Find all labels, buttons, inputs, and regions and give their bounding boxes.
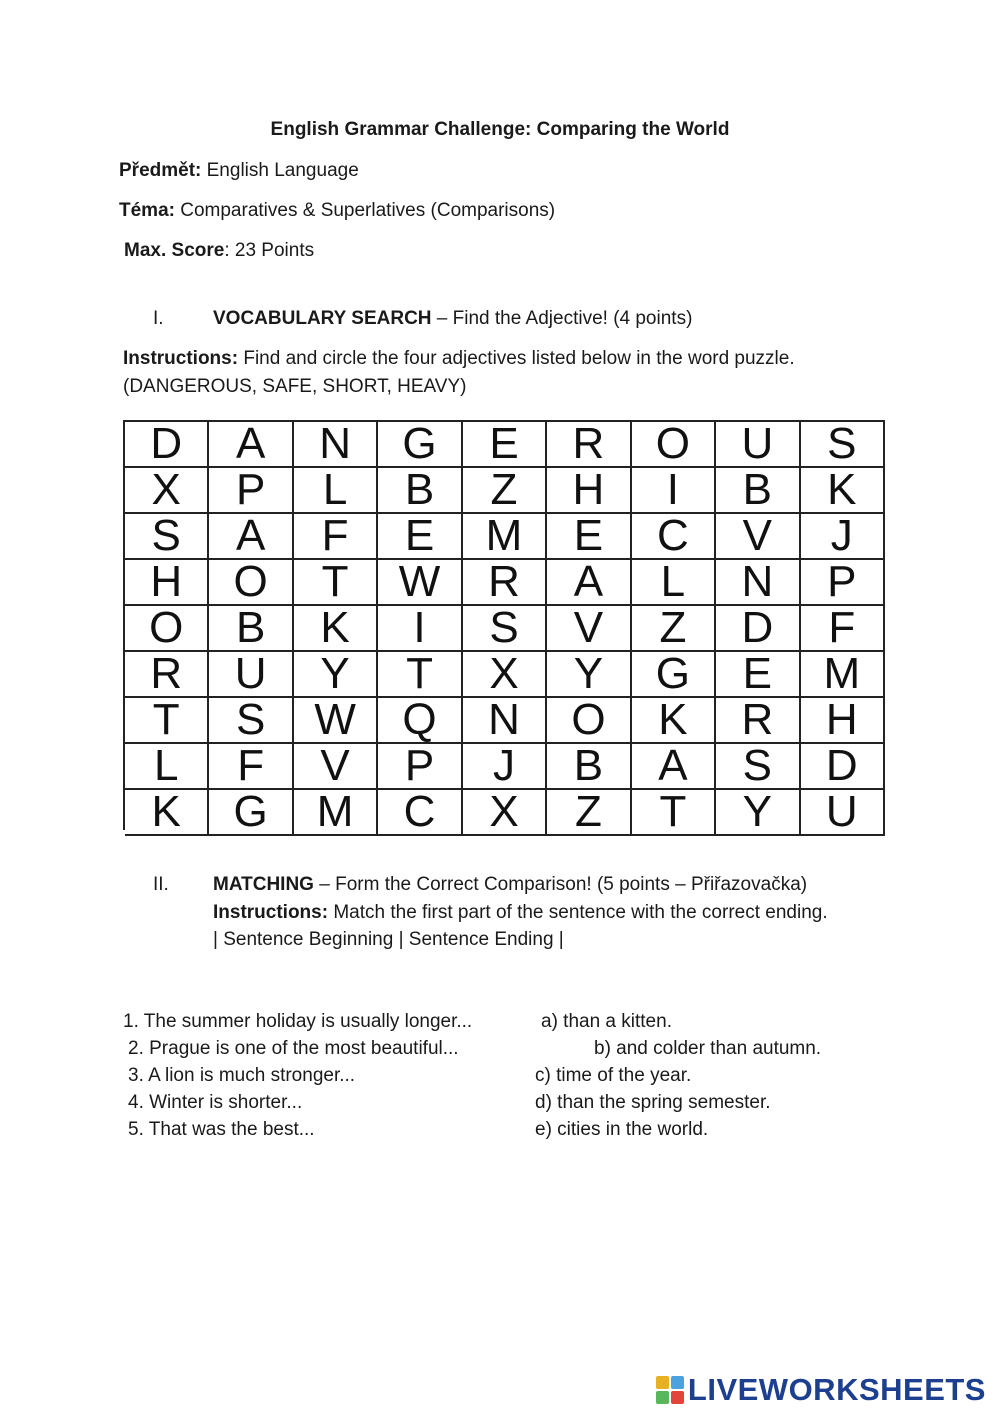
grid-cell[interactable]: N [463,698,547,744]
section1-numeral: I. [153,308,164,329]
grid-cell[interactable]: R [463,560,547,606]
grid-cell[interactable]: N [716,560,800,606]
section1-word-list: (DANGEROUS, SAFE, SHORT, HEAVY) [123,376,467,397]
beginning-3: 3. A lion is much stronger... [128,1065,356,1086]
grid-cell[interactable]: R [716,698,800,744]
grid-cell[interactable]: T [125,698,209,744]
matching-table-header: | Sentence Beginning | Sentence Ending | [213,929,564,950]
grid-cell[interactable]: J [801,514,885,560]
grid-cell[interactable]: Q [378,698,462,744]
grid-cell[interactable]: R [547,422,631,468]
section2-title: MATCHING [213,874,314,895]
grid-cell[interactable]: B [716,468,800,514]
document-title: English Grammar Challenge: Comparing the World [270,119,730,140]
grid-cell[interactable]: L [125,744,209,790]
topic-line [119,200,555,222]
brand-name: LIVEWORKSHEETS [687,1372,986,1407]
grid-cell[interactable]: E [547,514,631,560]
grid-cell[interactable]: K [294,606,378,652]
grid-cell[interactable]: A [547,560,631,606]
grid-cell[interactable]: H [547,468,631,514]
grid-cell[interactable]: M [294,790,378,836]
grid-cell[interactable]: O [125,606,209,652]
grid-cell[interactable]: Z [547,790,631,836]
ending-b: b) and colder than autumn. [594,1038,822,1059]
grid-cell[interactable]: A [632,744,716,790]
grid-cell[interactable]: U [801,790,885,836]
grid-cell[interactable]: E [378,514,462,560]
grid-cell[interactable]: O [547,698,631,744]
grid-cell[interactable]: M [801,652,885,698]
logo-square [671,1391,684,1404]
grid-cell[interactable]: D [125,422,209,468]
beginning-5: 5. That was the best... [128,1119,315,1140]
score-value: : 23 Points [224,240,315,261]
grid-cell[interactable]: F [294,514,378,560]
grid-cell[interactable]: U [209,652,293,698]
score-line [124,240,314,262]
grid-cell[interactable]: A [209,422,293,468]
grid-cell[interactable]: S [801,422,885,468]
grid-cell[interactable]: D [801,744,885,790]
section1-instr-text: Find and circle the four adjectives listed below in the word puzzle. [238,348,795,369]
grid-cell[interactable]: K [125,790,209,836]
grid-cell[interactable]: S [209,698,293,744]
grid-cell[interactable]: D [716,606,800,652]
grid-cell[interactable]: P [801,560,885,606]
grid-cell[interactable]: J [463,744,547,790]
section1-title: VOCABULARY SEARCH [213,308,432,329]
grid-cell[interactable]: I [632,468,716,514]
section2-instr-label: Instructions: [213,902,329,923]
logo-square [656,1391,669,1404]
grid-cell[interactable]: U [716,422,800,468]
grid-cell[interactable]: N [294,422,378,468]
grid-cell[interactable]: A [209,514,293,560]
grid-cell[interactable]: E [716,652,800,698]
subject-label: Předmět: [119,160,202,181]
ending-e: e) cities in the world. [535,1119,709,1140]
section1-heading [153,308,692,330]
grid-cell[interactable]: Y [547,652,631,698]
grid-cell[interactable]: O [209,560,293,606]
grid-cell[interactable]: F [209,744,293,790]
grid-cell[interactable]: C [378,790,462,836]
grid-cell[interactable]: Z [463,468,547,514]
grid-cell[interactable]: Y [294,652,378,698]
grid-cell[interactable]: T [378,652,462,698]
section1-instructions [123,345,795,401]
grid-cell[interactable]: H [125,560,209,606]
grid-cell[interactable]: F [801,606,885,652]
grid-cell[interactable]: P [378,744,462,790]
grid-cell[interactable]: S [125,514,209,560]
grid-cell[interactable]: V [716,514,800,560]
grid-cell[interactable]: O [632,422,716,468]
section2-numeral: II. [153,874,169,895]
grid-cell[interactable]: B [378,468,462,514]
grid-cell[interactable]: K [801,468,885,514]
grid-cell[interactable]: P [209,468,293,514]
section2-instructions [213,902,828,924]
grid-cell[interactable]: W [378,560,462,606]
section2-heading [153,874,807,896]
grid-cell[interactable]: S [716,744,800,790]
grid-cell[interactable]: G [209,790,293,836]
grid-cell[interactable]: I [378,606,462,652]
section2-instr-text: Match the first part of the sentence with the correct ending. [328,902,828,923]
liveworksheets-logo [656,1372,986,1407]
grid-cell[interactable]: V [294,744,378,790]
grid-cell[interactable]: M [463,514,547,560]
liveworksheets-logo-icon [656,1376,684,1404]
grid-cell[interactable]: V [547,606,631,652]
logo-square [671,1376,684,1389]
grid-cell[interactable]: G [632,652,716,698]
section1-subtitle: – Find the Adjective! (4 points) [431,308,693,329]
grid-cell[interactable]: T [294,560,378,606]
subject-value: English Language [201,160,359,181]
grid-cell[interactable]: R [125,652,209,698]
grid-cell[interactable]: X [463,652,547,698]
grid-cell[interactable]: E [463,422,547,468]
grid-cell[interactable]: X [125,468,209,514]
grid-cell[interactable]: B [547,744,631,790]
score-label: Max. Score [124,240,225,261]
ending-d: d) than the spring semester. [535,1092,771,1113]
logo-square [656,1376,669,1389]
ending-c: c) time of the year. [535,1065,692,1086]
subject-line [119,160,359,182]
grid-cell[interactable]: W [294,698,378,744]
grid-cell[interactable]: T [632,790,716,836]
grid-cell[interactable]: L [632,560,716,606]
grid-cell[interactable]: Z [632,606,716,652]
grid-cell[interactable]: H [801,698,885,744]
beginning-2: 2. Prague is one of the most beautiful... [128,1038,459,1059]
grid-cell[interactable]: Y [716,790,800,836]
grid-cell[interactable]: K [632,698,716,744]
grid-cell[interactable]: X [463,790,547,836]
grid-cell[interactable]: S [463,606,547,652]
section2-subtitle: – Form the Correct Comparison! (5 points – Přiřazovačka) [313,874,808,895]
section1-instr-label: Instructions: [123,348,239,369]
beginning-1: 1. The summer holiday is usually longer... [123,1011,473,1032]
grid-cell[interactable]: B [209,606,293,652]
grid-cell[interactable]: G [378,422,462,468]
topic-label: Téma: [119,200,175,221]
topic-value: Comparatives & Superlatives (Comparisons) [174,200,556,221]
ending-a: a) than a kitten. [541,1011,672,1032]
beginning-4: 4. Winter is shorter... [128,1092,303,1113]
word-search-grid [123,419,885,836]
grid-cell[interactable]: L [294,468,378,514]
grid-cell[interactable]: C [632,514,716,560]
